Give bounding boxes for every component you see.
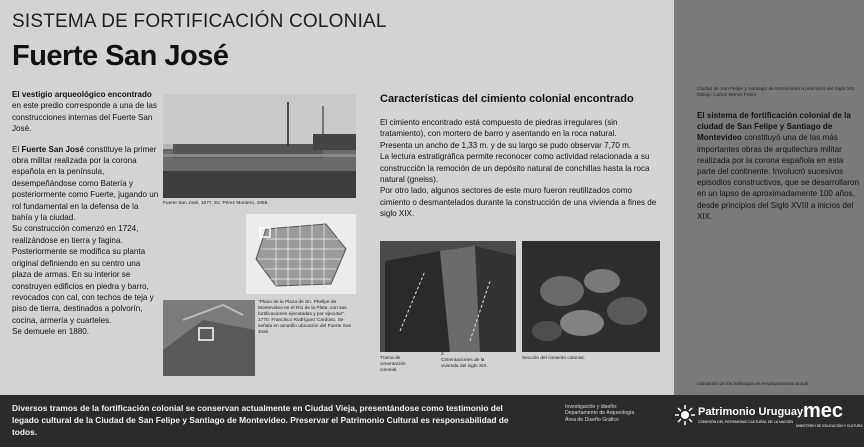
credits-line-3: Área de Diseño Gráfico — [565, 416, 619, 423]
intro-paragraph — [12, 89, 160, 135]
section-caption: Sección del cimiento colonial. — [522, 356, 585, 361]
foundation-stratigraphy: La lectura estratigráfica permite reconocer como actividad relacionada a su construcción la remoción de un depósito natural de conchillas hasta la roca natural (gneiss). — [380, 152, 650, 185]
sidebar-text-rest: constituyó una de las más importantes obras de arquitectura militar realizada por la corona española en esta parte del continente. Involucró sucesivos episodios constructivos, que se desarrollaron en un lapso de aproximadamente 100 años, desde principios del Siglo XVIII a inicios del XIX. — [697, 133, 859, 221]
foundation-heading: Características del cimiento colonial encontrado — [380, 93, 634, 105]
patrimonio-logo-subtitle: COMISIÓN DEL PATRIMONIO CULTURAL DE LA NACIÓN — [698, 420, 793, 424]
trench-label-number: 2 — [441, 352, 444, 357]
foundation-dimensions: Presenta un ancho de 1,33 m. y de su largo se pudo observar 7,70 m. — [380, 140, 632, 150]
intro-bold: El vestigio arqueológico encontrado — [12, 90, 152, 99]
intro-rest: en este predio corresponde a una de las construcciones internas del Fuerte San José. — [12, 101, 157, 134]
credits — [565, 404, 655, 423]
patrimonio-logo-icon — [675, 405, 695, 425]
mec-logo-text: mec — [803, 400, 844, 422]
section-photo — [522, 241, 660, 352]
footer-message: Diversos tramos de la fortificación colonial se conservan actualmente en Ciudad Vieja, presentándose como testimonio del legado cultural de la Ciudad de San Felipe y Santiago de Montevideo. Preservar el Patrimonio Cultural es responsabilidad de todos. — [12, 403, 509, 437]
historic-photo-caption: Fuerte San José, 1877. Ex: Pérez Montero, 1955. — [163, 201, 269, 206]
city-drawing-caption: Ciudad de San Felipe y Santiago de Montevideo a principios del Siglo XIX. Dibujo: Carlos Menck Freire. — [697, 87, 856, 98]
history-modification: Posteriormente se modifica su planta original definiendo en su centro una plaza de armas. En su interior se construyen edificios en piedra y barro, revocados con cal, con techos de teja y piso de tierra, destinados a polvorín, cocina, armería y cuarteles. — [12, 247, 154, 325]
location-map-caption: Ubicación de los hallazgos en emplazamiento actual. — [697, 382, 810, 387]
patrimonio-logo-text: Patrimonio Uruguay — [698, 406, 804, 418]
sidebar-text-bold: El sistema de fortificación colonial de la ciudad de San Felipe y Santiago de Montevideo — [697, 111, 851, 143]
history-bold: Fuerte San José — [21, 144, 84, 154]
historic-photo — [163, 94, 356, 198]
trench-caption: Trama de cimentación colonial. — [380, 356, 406, 373]
foundation-section — [380, 93, 660, 220]
colonial-plan — [246, 214, 356, 294]
panel-title: Fuerte San José — [12, 40, 229, 72]
foundation-paragraph — [380, 117, 660, 220]
history-demolition: Se demuele en 1880. — [12, 327, 89, 337]
colonial-plan-caption: "Plano de la Plaza de Sn. Phelipe de Montevideo en el Río de la Plata, con sus fortificaciones ejecutadas y por ejecutar". 1770. Francisco Rodríguez Cardoso. Se señala en amarillo ubicación del Fuerte San José. — [258, 300, 352, 335]
foundation-reuse: Por otro lado, algunos sectores de este muro fueron reutilizados como cimiento o desmantelados durante la construcción de una vivienda a fines de siglo XIX. — [380, 186, 657, 219]
aerial-photo — [163, 300, 255, 376]
trench-photo — [380, 241, 516, 352]
history-prefix: El — [12, 144, 22, 154]
history-paragraph — [12, 144, 160, 338]
history-rest: constituye la primer obra militar realizada por la corona española en la península, desempeñándose como Batería y posteriormente como Fuerte, jugando un rol fundamental en la defensa de la bahía y la ciudad. — [12, 144, 159, 223]
sidebar-text — [697, 110, 859, 222]
foundation-composition: El cimiento encontrado está compuesto de piedras irregulares (sin tratamiento), con mortero de barro y asentando en la roca natural. — [380, 118, 618, 139]
wall-caption: Cimentaciones de la vivienda del siglo XIX. — [441, 358, 488, 369]
credits-line-2: Departamento de Arqueología — [565, 410, 635, 417]
history-construction: Su construcción comenzó en 1724, realizándose en tierra y fagina. — [12, 224, 139, 245]
credits-line-1: Investigación y diseño: — [565, 404, 618, 410]
panel-kicker: SISTEMA DE FORTIFICACIÓN COLONIAL — [12, 11, 387, 32]
intro-text — [12, 89, 160, 347]
mec-logo-subtitle: MINISTERIO DE EDUCACIÓN Y CULTURA — [796, 424, 863, 428]
